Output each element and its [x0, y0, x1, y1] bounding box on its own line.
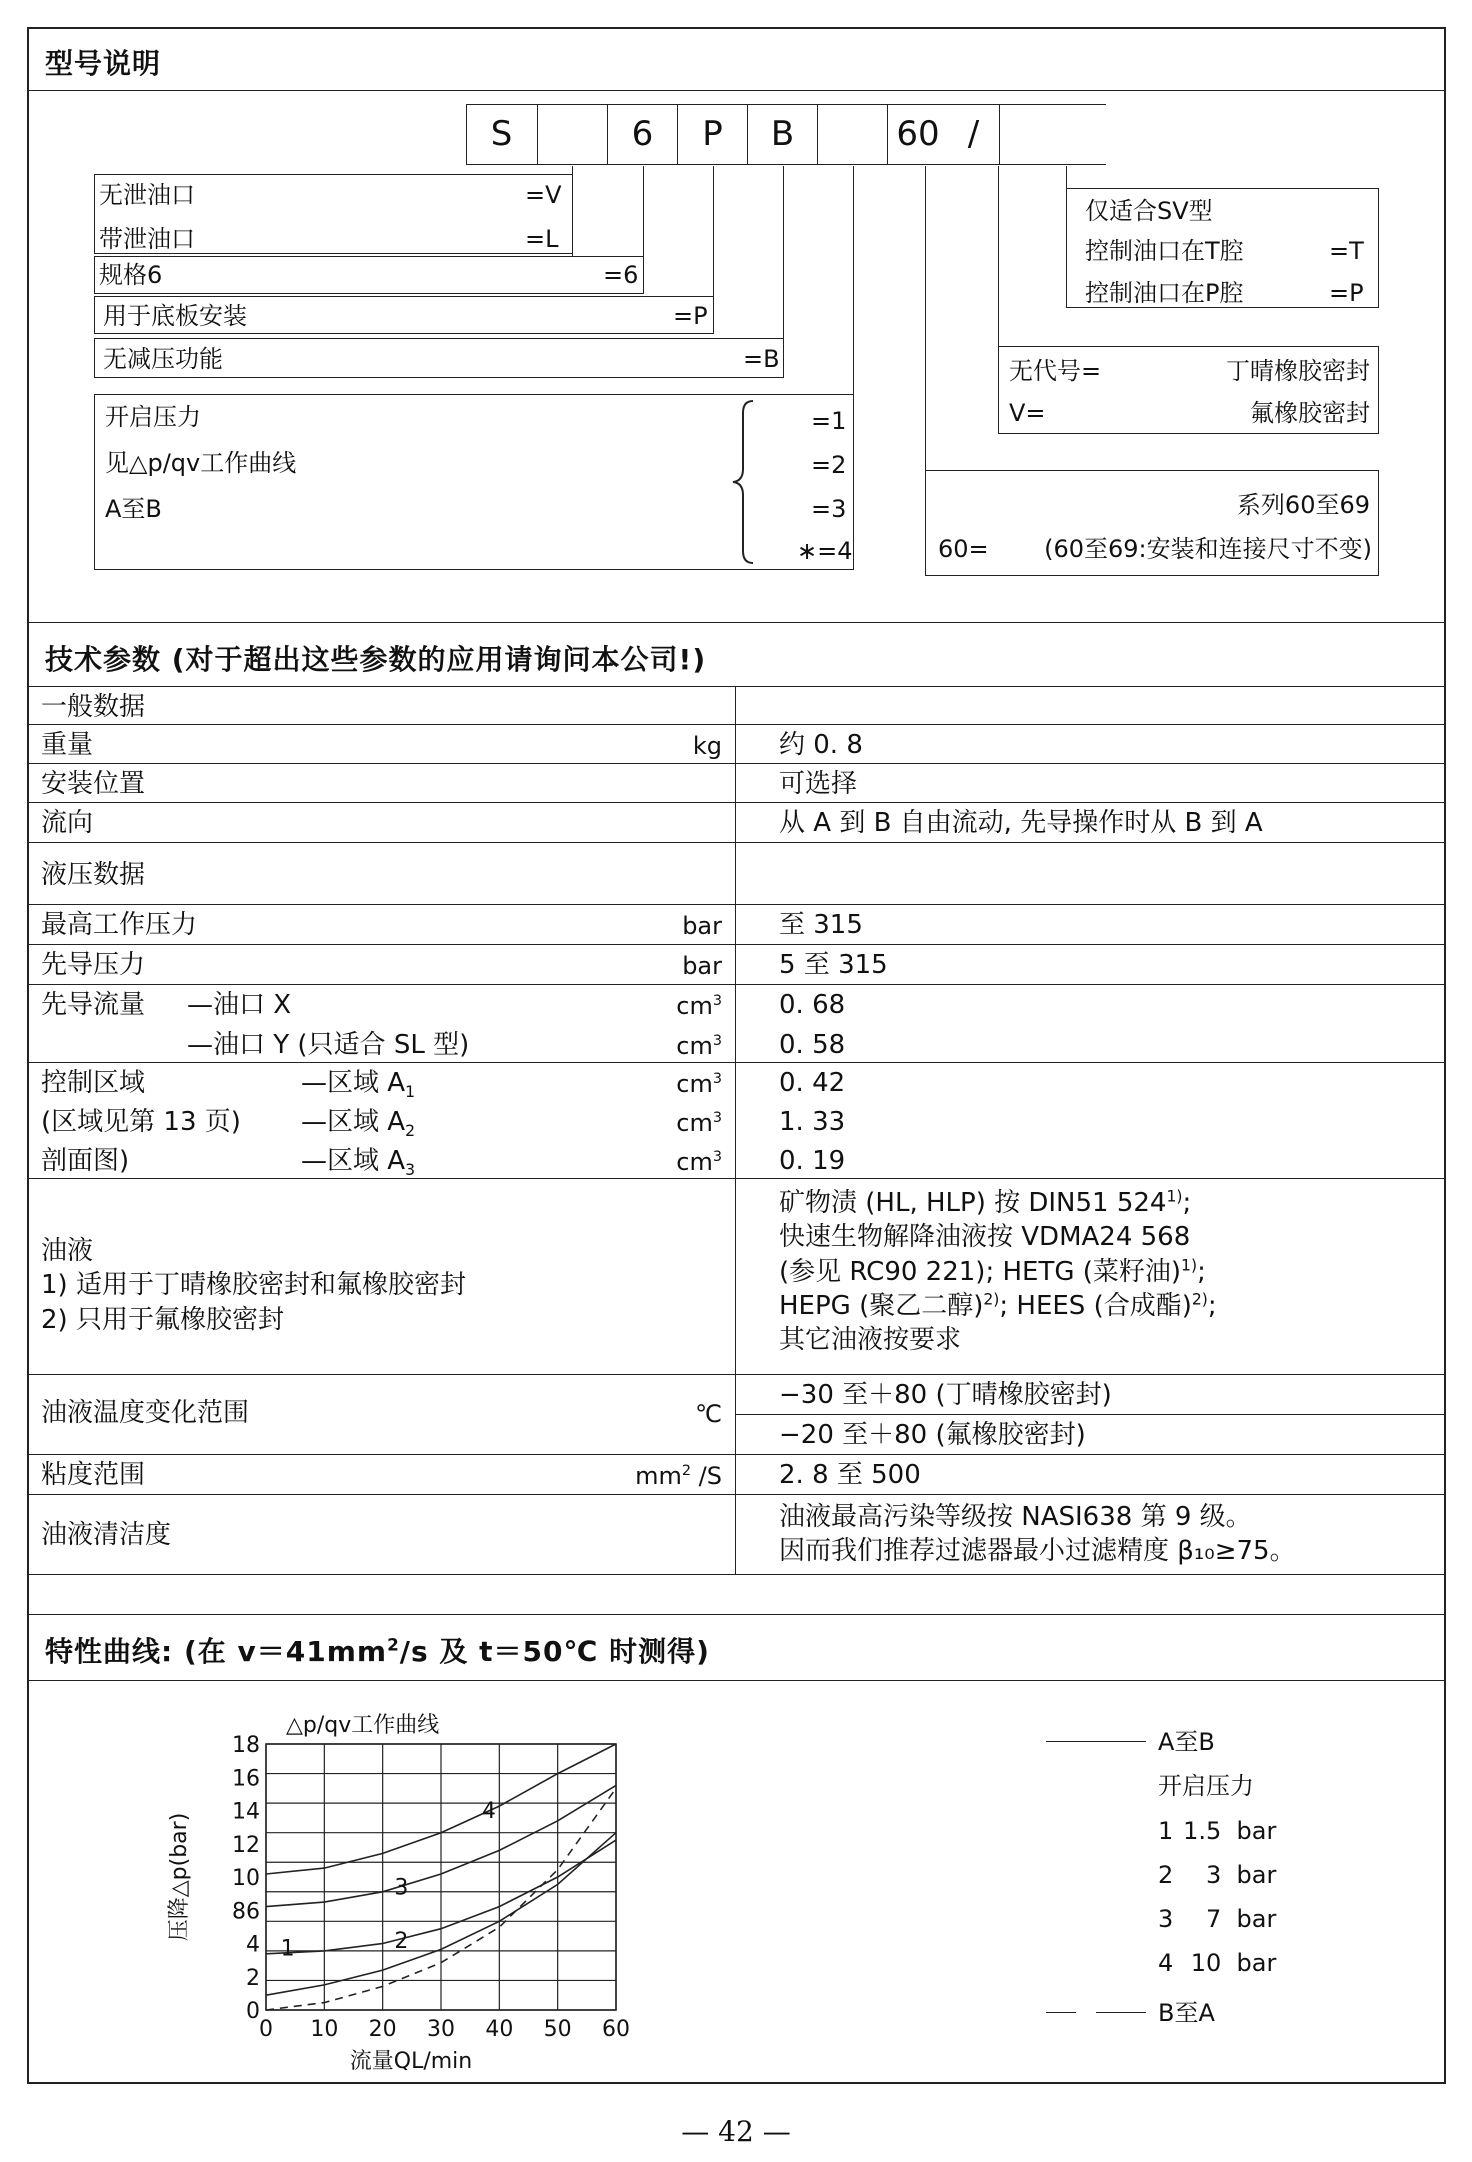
weight-unit: kg [692, 732, 722, 760]
area1-sub: —区域 $A_1$ [301, 1068, 415, 1102]
max-pressure-value: 至 315 [779, 910, 863, 940]
x-tick-label: 40 [485, 2017, 514, 2042]
pilot-flow-x-unit: $cm^3$ [676, 992, 722, 1020]
pilot-pressure-unit: bar [682, 952, 722, 980]
y-tick-label: 4 [246, 1932, 260, 1958]
divider [27, 90, 1446, 91]
pilot-flow-y-value: 0. 58 [779, 1030, 846, 1060]
x-tick-label: 0 [259, 2017, 273, 2042]
cleanliness-values [779, 1500, 1296, 1569]
y-tick-label: 16 [232, 1766, 260, 1792]
curve-label-3: 3 [394, 1875, 409, 1901]
temp-label: 油液温度变化范围 [41, 1398, 250, 1428]
x-tick-label: 30 [427, 2017, 455, 2042]
series-box: 系列60至69 60= (60至69:安装和连接尺寸不变) [925, 470, 1379, 576]
viscosity-value: 2. 8 至 500 [779, 1460, 921, 1490]
fluid-note-1: 1) 适用于丁晴橡胶密封和氟橡胶密封 [41, 1270, 466, 1301]
curve-label-2: 2 [394, 1928, 409, 1954]
code-cell-slash: / [948, 104, 1000, 164]
code-cell-series-s: S [466, 104, 538, 164]
curve-label-4: 4 [481, 1798, 496, 1824]
pilot-flow-x-sub: —油口 X [187, 990, 292, 1020]
code-cell-seal [1000, 104, 1106, 164]
pilot-pressure-value: 5 至 315 [779, 950, 888, 980]
legend-solid-line [1046, 1741, 1146, 1742]
legend-row-1: 1 1.5 bar [1158, 1817, 1277, 1845]
page-number: — 42 — [681, 2115, 791, 2148]
legend-dashed-line-a [1046, 2012, 1076, 2013]
area2-value: 1. 33 [779, 1107, 846, 1137]
cleanliness-label: 油液清洁度 [41, 1520, 172, 1550]
pilot-pressure-label: 先导压力 [41, 950, 146, 980]
y-tick-label: 86 [232, 1899, 260, 1925]
weight-label: 重量 [41, 730, 94, 760]
area1-unit: $cm^3$ [676, 1070, 722, 1098]
y-tick-label: 12 [232, 1832, 260, 1858]
fluid-v1: 矿物渍 (HL, HLP) 按 DIN51 524$^{1)}$; [779, 1187, 1192, 1218]
y-tick-label: 0 [246, 1999, 260, 2024]
y-tick-label: 14 [232, 1799, 260, 1825]
fluid-v2: 快速生物解降油液按 VDMA24 568 [779, 1222, 1191, 1253]
area1-label: 控制区域 [41, 1068, 146, 1098]
install-value: 可选择 [779, 769, 858, 799]
temp-value-1: −30 至＋80 (丁晴橡胶密封) [779, 1380, 1112, 1410]
fluid-note-2: 2) 只用于氟橡胶密封 [41, 1304, 284, 1335]
tech-table [27, 686, 1446, 1610]
pilot-flow-label: 先导流量 [41, 990, 146, 1020]
x-tick-label: 60 [602, 2017, 630, 2042]
tech-section-title: 技术参数 (对于超出这些参数的应用请询问本公司!) [45, 643, 707, 676]
chart-title: △p/qv工作曲线 [286, 1713, 440, 1738]
curve-label-1: 1 [280, 1936, 295, 1962]
fluid-v5: 其它油液按要求 [779, 1325, 962, 1356]
area2-unit: $cm^3$ [676, 1109, 722, 1137]
install-label: 安装位置 [41, 769, 146, 799]
code-cell-cracking [818, 104, 888, 164]
cracking-box: 开启压力 见△p/qv工作曲线 A至B =1 =2 =3 ∗=4 [94, 394, 854, 570]
curve-section-title: 特性曲线: (在 $v=41mm^2/s$ 及 t＝50℃ 时测得) [45, 1634, 710, 1668]
area3-label: 剖面图) [41, 1146, 130, 1176]
general-data-header: 一般数据 [41, 692, 146, 722]
area2-sub: —区域 $A_2$ [301, 1107, 415, 1141]
viscosity-unit: $mm^2$ /S [635, 1462, 722, 1490]
max-pressure-label: 最高工作压力 [41, 910, 198, 940]
drain-box: 无泄油口 =V 带泄油口 =L [94, 174, 573, 254]
x-tick-label: 10 [310, 2017, 339, 2042]
area2-label: (区域见第 13 页) [41, 1107, 241, 1137]
code-cell-series-num: 60 [896, 114, 940, 154]
area3-unit: $cm^3$ [676, 1148, 722, 1176]
legend-row-4: 4 10 bar [1158, 1949, 1277, 1977]
y-tick-label: 18 [232, 1733, 260, 1758]
code-cell-size: 6 [608, 104, 678, 164]
y-tick-label: 2 [246, 1965, 260, 1991]
area3-value: 0. 19 [779, 1146, 846, 1176]
temp-unit: ℃ [695, 1400, 722, 1428]
x-tick-label: 50 [543, 2017, 572, 2042]
legend-row-2: 2 3 bar [1158, 1861, 1277, 1889]
flow-dir-label: 流向 [41, 808, 94, 838]
code-cell-function: B [748, 104, 818, 164]
y-axis-label: 压降△p(bar) [167, 1812, 192, 1942]
y-tick-label: 10 [232, 1866, 260, 1891]
fluid-values [779, 1186, 1217, 1358]
chart-svg [160, 1690, 660, 2070]
fluid-v3: (参见 RC90 221); HETG (菜籽油)$^{1)}$; [779, 1255, 1206, 1287]
max-pressure-unit: bar [682, 912, 722, 940]
x-axis-label: 流量QL/min [349, 2049, 473, 2070]
cleanliness-value-1: 油液最高污染等级按 NASI638 第 9 级。 [779, 1502, 1252, 1532]
mounting-box: 用于底板安装 =P [94, 296, 714, 334]
legend-solid-label: A至B [1158, 1728, 1215, 1756]
chart-legend [1040, 1728, 1400, 2028]
viscosity-label: 粘度范围 [41, 1460, 146, 1490]
area1-value: 0. 42 [779, 1068, 846, 1098]
fluid-label: 油液 [41, 1236, 94, 1266]
legend-row-3: 3 7 bar [1158, 1905, 1277, 1933]
size-box: 规格6 =6 [94, 256, 644, 294]
pilot-flow-y-unit: $cm^3$ [676, 1032, 722, 1060]
pilot-flow-x-value: 0. 68 [779, 990, 846, 1020]
legend-heading: 开启压力 [1158, 1772, 1254, 1800]
temp-value-2: −20 至＋80 (氟橡胶密封) [779, 1420, 1086, 1450]
hydraulic-data-header: 液压数据 [41, 860, 146, 890]
area3-sub: —区域 $A_3$ [301, 1146, 415, 1180]
model-section-title: 型号说明 [45, 47, 162, 80]
seal-box: 无代号= 丁晴橡胶密封 V= 氟橡胶密封 [998, 346, 1379, 434]
model-code-strip [466, 104, 1106, 166]
sv-only-box: 仅适合SV型 控制油口在T腔 =T 控制油口在P腔 =P [1066, 188, 1379, 308]
pilot-flow-y-sub: —油口 Y (只适合 SL 型) [187, 1030, 470, 1060]
legend-dashed-label: B至A [1158, 1999, 1215, 2027]
weight-value: 约 0. 8 [779, 730, 863, 760]
legend-dashed-line-b [1096, 2012, 1146, 2013]
x-tick-label: 20 [368, 2017, 397, 2042]
code-cell-drain [538, 104, 608, 164]
fluid-v4: HEPG (聚乙二醇)$^{2)}$; HEES (合成酯)$^{2)}$; [779, 1290, 1217, 1321]
fluid-label-block [41, 1234, 466, 1337]
cleanliness-value-2: 因而我们推荐过滤器最小过滤精度 β₁₀≥75。 [779, 1536, 1296, 1567]
flow-dir-value: 从 A 到 B 自由流动, 先导操作时从 B 到 A [779, 808, 1263, 838]
function-box: 无减压功能 =B [94, 338, 784, 378]
brace-icon [731, 399, 761, 565]
code-cell-mounting: P [678, 104, 748, 164]
pressure-flow-chart [160, 1690, 660, 2070]
